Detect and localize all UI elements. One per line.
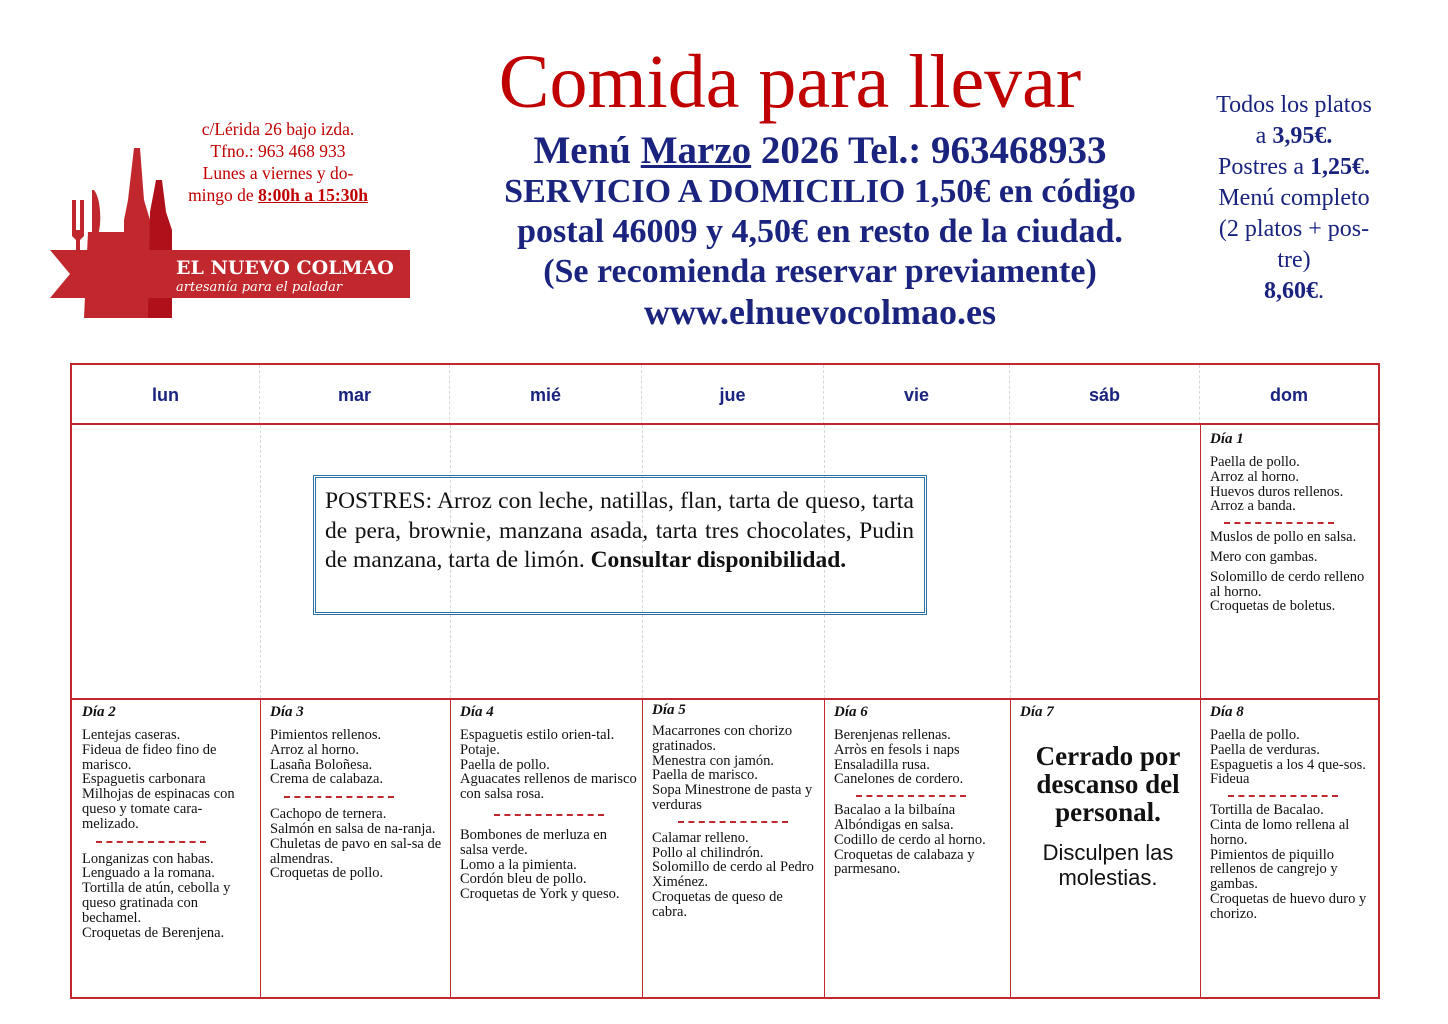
menu-item: Milhojas de espinacas con queso y tomate cara-melizado. xyxy=(82,786,235,832)
dessert-price: 1,25€. xyxy=(1310,154,1370,180)
logo-tagline: artesanía para el paladar xyxy=(176,280,343,295)
menu-item: Aguacates rellenos de marisco con salsa rosa. xyxy=(460,771,637,803)
course-separator xyxy=(284,796,394,798)
menu-item: Potaje. xyxy=(460,741,500,758)
menu-item: Muslos de pollo en salsa. xyxy=(1210,529,1357,546)
day-label: Día 6 xyxy=(834,704,868,720)
menu-price: 8,60€ xyxy=(1264,278,1318,304)
day-label: Día 4 xyxy=(460,704,494,720)
menu-item: Croquetas de calabaza y parmesano. xyxy=(834,846,975,878)
menu-item: Bombones de merluza en salsa verde. xyxy=(460,826,607,858)
menu-item: Albóndigas en salsa. xyxy=(834,816,954,833)
menu-item: Espaguetis a los 4 que-sos. xyxy=(1210,756,1366,773)
menu-item: Lentejas caseras. xyxy=(82,727,181,743)
day-cell-3 xyxy=(260,700,450,881)
menu-item: Arroz al horno. xyxy=(270,741,359,758)
menu-item: Paella de marisco. xyxy=(652,767,758,784)
menu-item: Espaguetis estilo orien-tal. xyxy=(460,727,615,743)
logo-name: EL NUEVO COLMAO xyxy=(176,257,394,279)
menu-item: Solomillo de cerdo al Pedro Ximénez. xyxy=(652,859,814,891)
price-list: Todos los platos a 3,95€. Postres a 1,25€. Menú completo (2 platos + pos- tre) 8,60€. xyxy=(1198,90,1390,307)
hours-line: Lunes a viernes y do- xyxy=(202,163,354,183)
menu-item: Mero con gambas. xyxy=(1210,548,1318,565)
menu-item: Bacalao a la bilbaína xyxy=(834,802,956,819)
page-title: Comida para llevar xyxy=(498,40,1082,124)
availability-note: Consultar disponibilidad. xyxy=(590,547,847,573)
menu-item: Pollo al chilindrón. xyxy=(652,844,764,861)
row-divider xyxy=(72,423,1378,425)
menu-item: Solomillo de cerdo relleno al horno. xyxy=(1210,568,1365,600)
course-separator xyxy=(494,814,604,816)
weekday-header: jue xyxy=(642,365,824,425)
course-separator xyxy=(1228,795,1338,797)
hours-line: mingo de 8:00h a 15:30h xyxy=(188,185,368,205)
menu-item: Menestra con jamón. xyxy=(652,752,775,769)
menu-line: Menú Marzo 2026 Tel.: 963468933 xyxy=(533,129,1107,172)
menu-item: Arròs en fesols i naps xyxy=(834,741,960,758)
menu-item: Croquetas de York y queso. xyxy=(460,886,620,903)
desserts-list: POSTRES: Arroz con leche, natillas, flan, tarta de queso, tarta de pera, brownie, manzana asada, tarta tres chocolates, Pudin de manzana, tarta de limón. xyxy=(325,488,914,573)
column-divider xyxy=(1010,425,1011,698)
website-link[interactable]: www.elnuevocolmao.es xyxy=(644,292,996,332)
weekday-header: mié xyxy=(450,365,642,425)
apology-note: Disculpen las molestias. xyxy=(1042,840,1174,890)
menu-item: Ensaladilla rusa. xyxy=(834,756,930,773)
price-text: (2 platos + pos- xyxy=(1218,216,1370,242)
course-separator xyxy=(1224,522,1334,524)
menu-item: Croquetas de queso de cabra. xyxy=(652,888,783,920)
menu-item: Paella de pollo. xyxy=(1210,727,1300,743)
price-text: tre) xyxy=(1277,247,1311,273)
menu-item: Crema de calabaza. xyxy=(270,771,384,788)
weekday-header: mar xyxy=(260,365,450,425)
menu-item: Arroz al horno. xyxy=(1210,468,1299,485)
menu-info xyxy=(455,130,1185,332)
service-line: SERVICIO A DOMICILIO 1,50€ en código xyxy=(504,173,1136,210)
menu-item: Paella de pollo. xyxy=(1210,454,1300,470)
course-separator xyxy=(678,821,788,823)
menu-item: Paella de pollo. xyxy=(460,756,550,773)
day-cell-7 xyxy=(1010,700,1200,890)
phone-line: Tfno.: 963 468 933 xyxy=(210,141,346,161)
menu-item: Salmón en salsa de na-ranja. xyxy=(270,820,436,837)
menu-item: Lomo a la pimienta. xyxy=(460,856,577,873)
column-divider xyxy=(260,425,261,698)
price-text: Menú completo xyxy=(1218,185,1370,211)
menu-item: Croquetas de Berenjena. xyxy=(82,924,225,941)
menu-item: Tortilla de Bacalao. xyxy=(1210,802,1324,819)
menu-item: Paella de verduras. xyxy=(1210,741,1320,758)
menu-item: Fideua de fideo fino de marisco. xyxy=(82,741,217,773)
menu-item: Croquetas de pollo. xyxy=(270,865,384,882)
menu-item: Codillo de cerdo al horno. xyxy=(834,831,986,848)
service-line: (Se recomienda reservar previamente) xyxy=(543,253,1097,290)
menu-item: Chuletas de pavo en sal-sa de almendras. xyxy=(270,835,442,867)
menu-item: Cinta de lomo rellena al horno. xyxy=(1210,816,1350,848)
day-label: Día 5 xyxy=(652,702,686,718)
logo xyxy=(50,140,410,322)
menu-month: Marzo xyxy=(640,129,752,172)
course-separator xyxy=(856,795,966,797)
address-line: c/Lérida 26 bajo izda. xyxy=(201,119,355,139)
weekday-header: sáb xyxy=(1010,365,1200,425)
menu-item: Lenguado a la romana. xyxy=(82,865,215,882)
day-cell-2 xyxy=(72,700,260,940)
service-line: postal 46009 y 4,50€ en resto de la ciudad. xyxy=(517,213,1123,250)
course-separator xyxy=(96,841,206,843)
day-cell-5 xyxy=(642,698,824,920)
menu-item: Longanizas con habas. xyxy=(82,850,214,867)
weekday-header: lun xyxy=(72,365,260,425)
menu-item: Espaguetis carbonara xyxy=(82,771,206,788)
day-label: Día 1 xyxy=(1210,431,1244,447)
price-text: Todos los platos xyxy=(1216,92,1372,118)
menu-item: Canelones de cordero. xyxy=(834,771,964,788)
menu-item: Arroz a banda. xyxy=(1210,498,1296,515)
weekday-header: vie xyxy=(824,365,1010,425)
desserts-box xyxy=(313,475,927,615)
menu-item: Calamar relleno. xyxy=(652,829,749,846)
menu-item: Cachopo de ternera. xyxy=(270,806,387,823)
dish-price: 3,95€. xyxy=(1272,123,1333,149)
opening-hours: 8:00h a 15:30h xyxy=(258,185,368,205)
closed-notice: Cerrado por descanso del personal. xyxy=(1035,741,1181,827)
day-cell-1 xyxy=(1200,427,1378,614)
day-label: Día 2 xyxy=(82,704,116,720)
menu-item: Croquetas de huevo duro y chorizo. xyxy=(1210,890,1367,922)
menu-item: Cordón bleu de pollo. xyxy=(460,871,587,888)
day-cell-4 xyxy=(450,700,642,902)
menu-item: Lasaña Boloñesa. xyxy=(270,756,373,773)
weekday-header: dom xyxy=(1270,384,1308,405)
day-label: Día 3 xyxy=(270,704,304,720)
day-label: Día 8 xyxy=(1210,704,1244,720)
menu-item: Croquetas de boletus. xyxy=(1210,598,1336,615)
menu-item: Fideua xyxy=(1210,771,1250,788)
day-label: Día 7 xyxy=(1020,704,1054,720)
day-cell-6 xyxy=(824,700,1010,877)
menu-item: Macarrones con chorizo gratinados. xyxy=(652,723,793,754)
menu-calendar xyxy=(70,363,1380,999)
day-cell-8 xyxy=(1200,700,1378,922)
menu-item: Pimientos de piquillo rellenos de cangrejo y gambas. xyxy=(1210,846,1338,893)
menu-item: Berenjenas rellenas. xyxy=(834,727,951,743)
menu-item: Sopa Minestrone de pasta y verduras xyxy=(652,782,813,813)
menu-item: Huevos duros rellenos. xyxy=(1210,483,1344,500)
menu-item: Pimientos rellenos. xyxy=(270,727,382,743)
menu-item: Tortilla de atún, cebolla y queso gratinada con bechamel. xyxy=(82,880,231,926)
